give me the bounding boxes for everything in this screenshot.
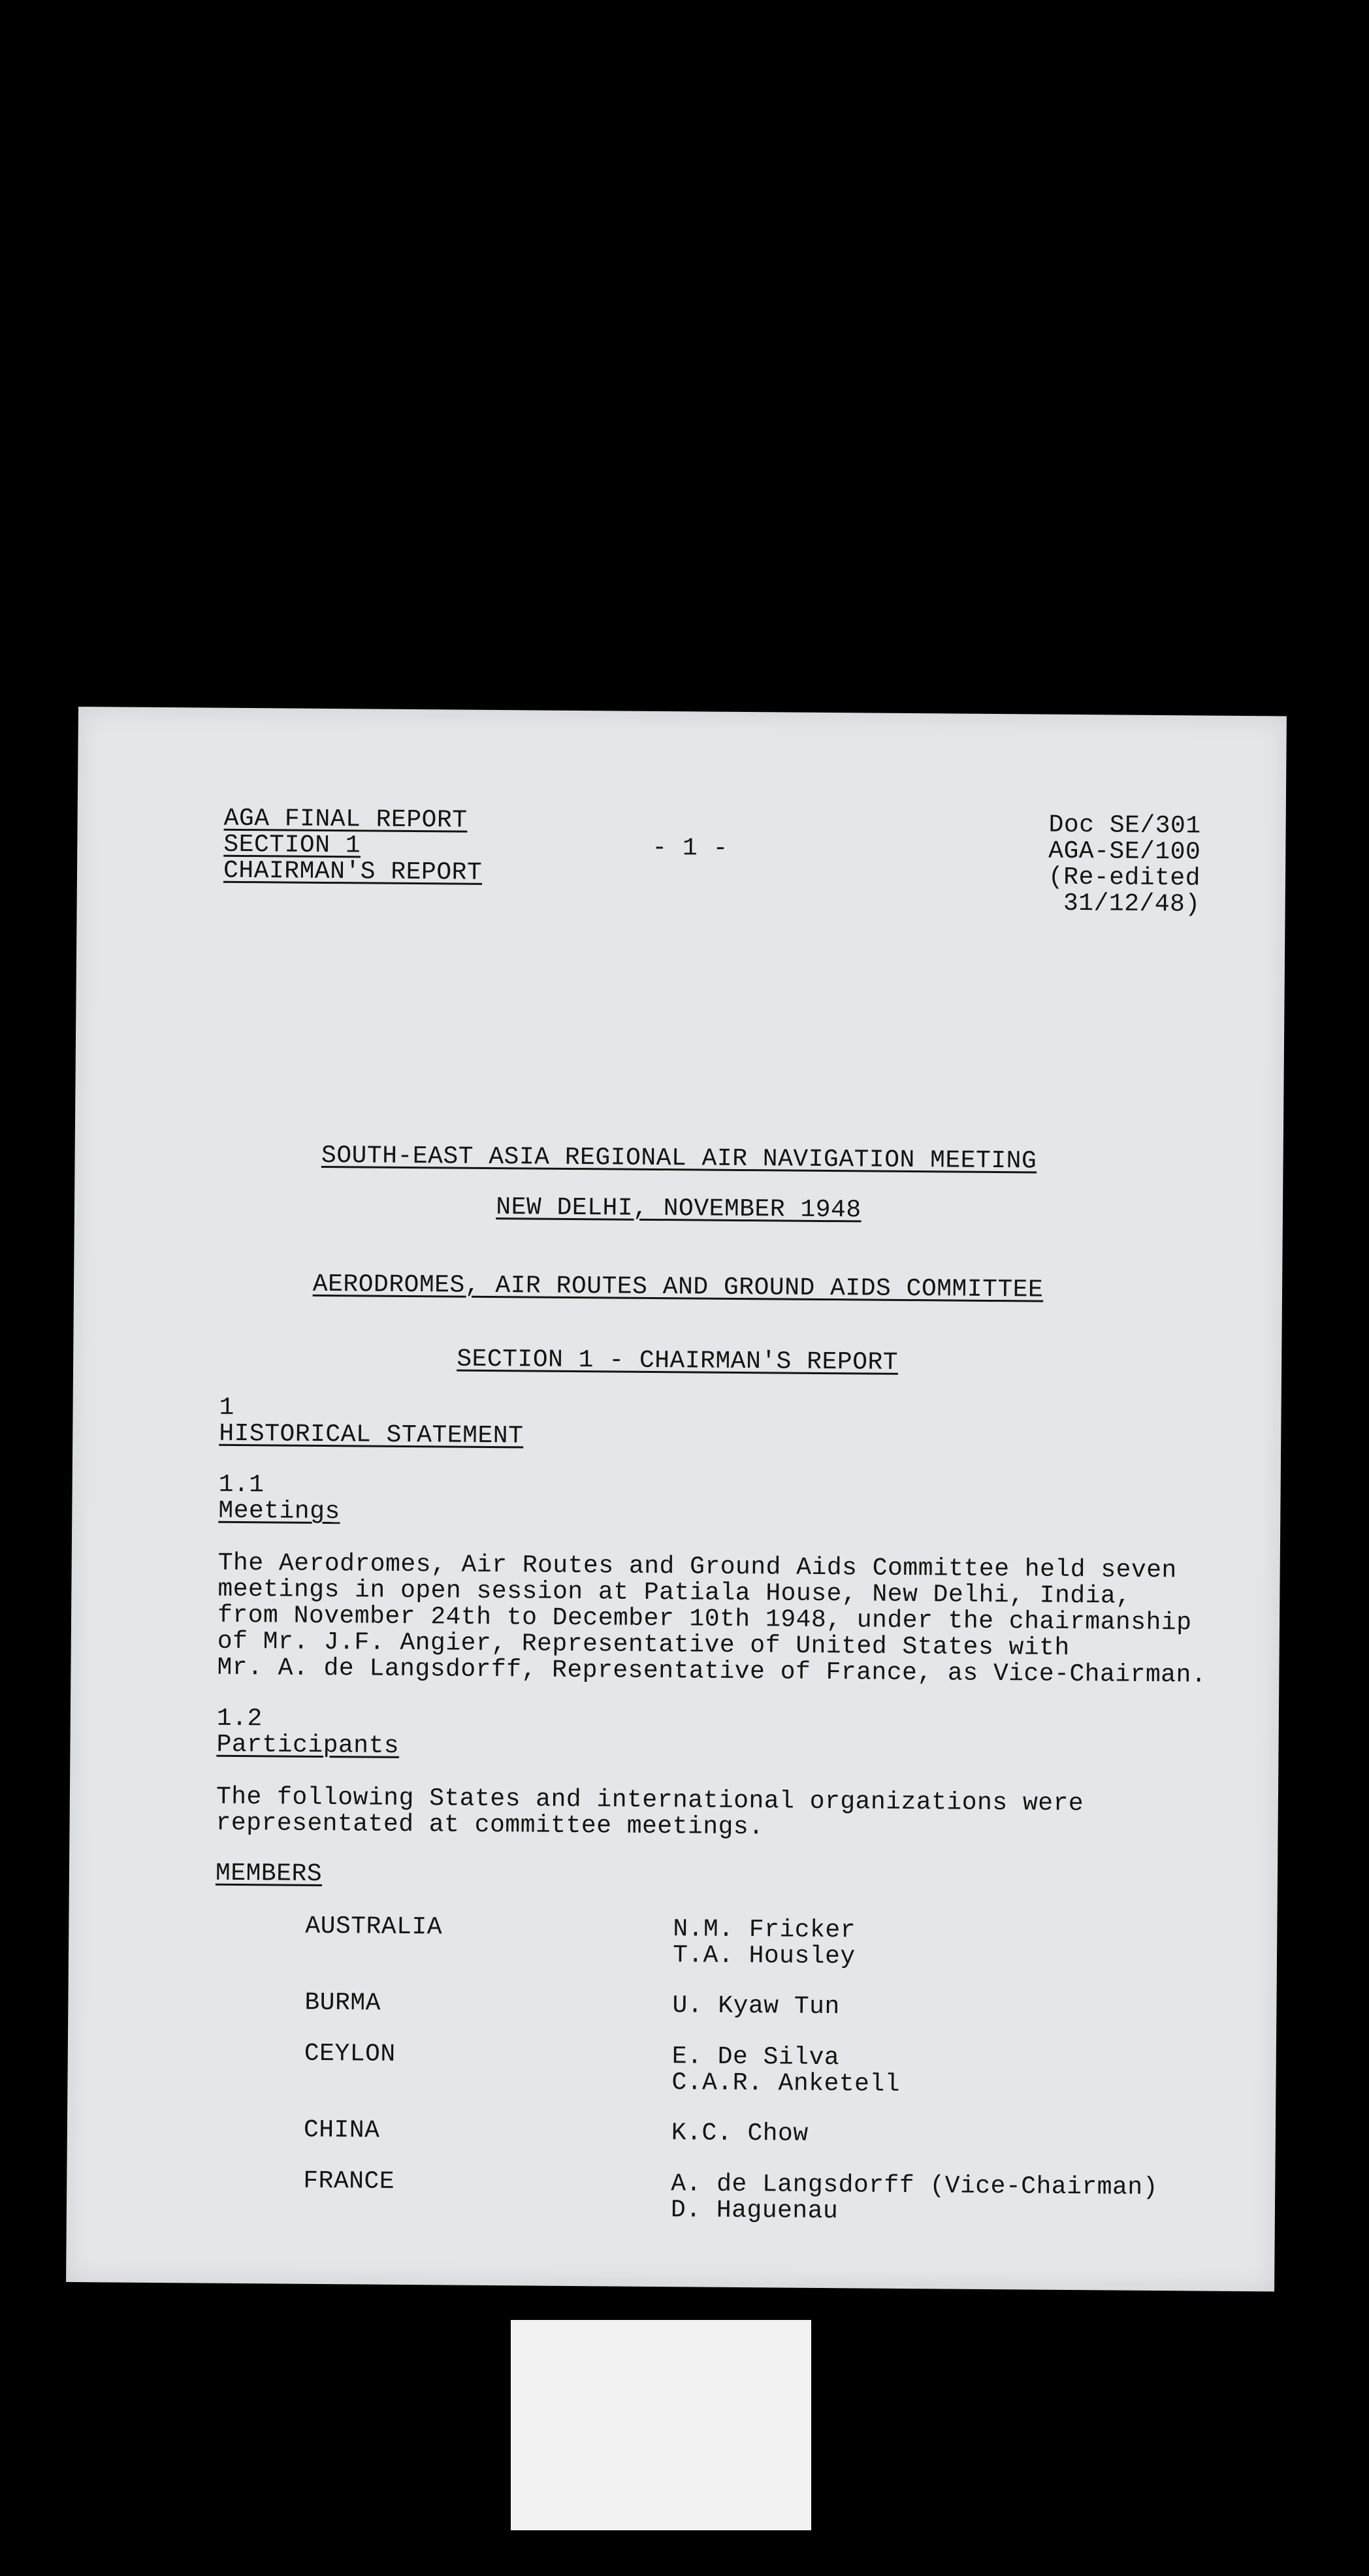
paragraph-line: Mr. A. de Langsdorff, Representative of France, as Vice-Chairman. [217,1653,1207,1690]
members-heading: MEMBERS [215,1859,323,1888]
paragraph-line: The Aerodromes, Air Routes and Ground Aids Committee held seven [217,1549,1177,1585]
member-representative: U. Kyaw Tun [672,1991,840,2021]
section-heading: HISTORICAL STATEMENT [219,1419,524,1451]
member-representative: D. Haguenau [670,2196,839,2226]
page-number: - 1 - [652,833,729,863]
member-representative: T.A. Housley [672,1941,856,1971]
member-state: BURMA [304,1988,381,2018]
subsection-number: 1.1 [218,1470,265,1500]
header-chairmans-report: CHAIRMAN'S REPORT [223,856,483,887]
paragraph-line: of Mr. J.F. Angier, Representative of United States with [217,1627,1070,1662]
member-representative: A. de Langsdorff (Vice-Chairman) [671,2170,1159,2202]
paragraph-line: from November 24th to December 10th 1948, under the chairmanship [217,1601,1192,1637]
subsection-number: 1.2 [216,1704,263,1733]
paragraph-line: The following States and international organizations were [216,1782,1084,1818]
member-state: CEYLON [304,2039,396,2069]
paragraph-line: meetings in open session at Patiala House, New Delhi, India, [217,1575,1131,1611]
section-title: SECTION 1 - CHAIRMAN'S REPORT [457,1345,899,1377]
member-state: AUSTRALIA [305,1912,443,1942]
member-representative: N.M. Fricker [673,1915,856,1945]
meeting-title: SOUTH-EAST ASIA REGIONAL AIR NAVIGATION MEETING [321,1141,1037,1176]
blank-slip [511,2320,811,2530]
paragraph-line: representated at committee meetings. [216,1809,764,1842]
document-page [66,707,1287,2291]
header-report-title: AGA FINAL REPORT [223,804,468,835]
member-representative: E. De Silva [671,2042,840,2072]
member-representative: K.C. Chow [671,2119,809,2148]
subsection-heading: Participants [216,1730,400,1760]
member-representative: C.A.R. Anketell [671,2069,901,2099]
member-state: CHINA [303,2116,380,2145]
re-edited-note: (Re-edited [1048,863,1201,893]
committee-title: AERODROMES, AIR ROUTES AND GROUND AIDS COMMITTEE [312,1270,1044,1304]
doc-reference: Doc SE/301 [1048,811,1201,841]
meeting-location: NEW DELHI, NOVEMBER 1948 [496,1193,862,1225]
doc-reference-2: AGA-SE/100 [1048,837,1201,867]
re-edited-date: 31/12/48) [1063,889,1200,919]
section-number: 1 [219,1393,235,1422]
header-section: SECTION 1 [223,830,361,860]
subsection-heading: Meetings [218,1496,340,1526]
member-state: FRANCE [303,2166,395,2196]
